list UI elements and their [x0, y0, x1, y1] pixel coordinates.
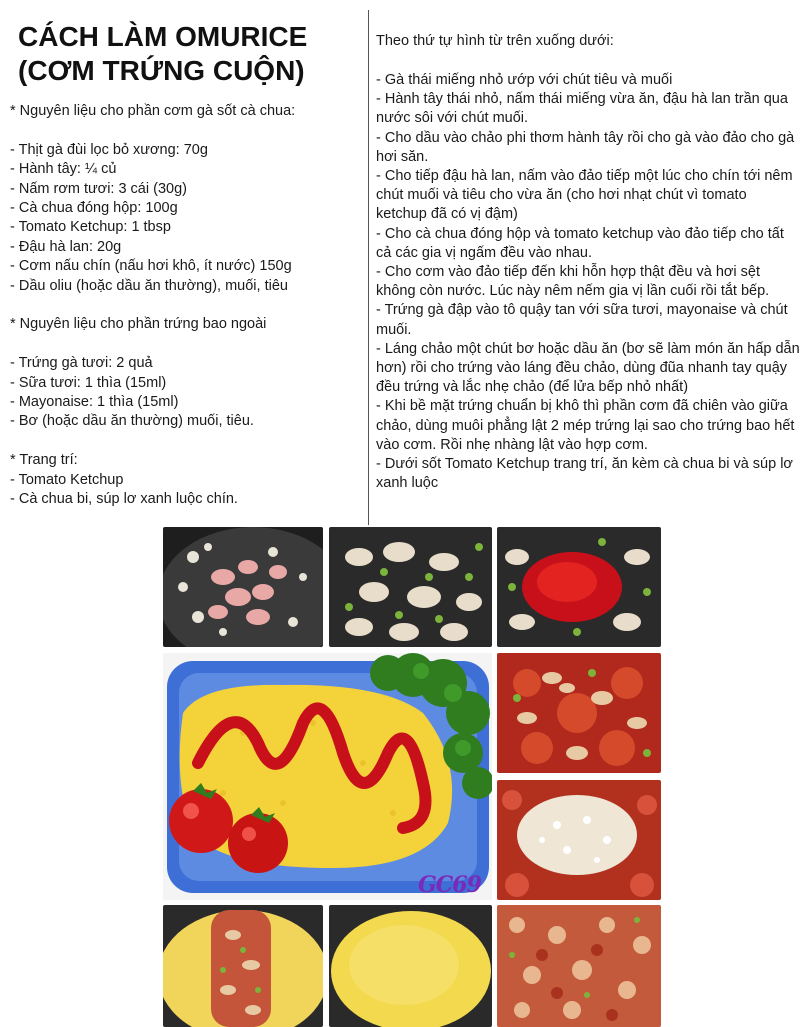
ingredient-line: - Mayonaise: 1 thìa (15ml) [10, 394, 179, 411]
step-line: - Dưới sốt Tomato Ketchup trang trí, ăn kèm cà chua bi và súp lơ xanh luộc [376, 456, 793, 492]
ingredient-line: - Thịt gà đùi lọc bỏ xương: 70g [10, 141, 208, 158]
step-line: - Khi bề mặt trứng chuẩn bị khô thì phần cơm đã chiên vào giữa chảo, dùng muôi phẳng lật 2 mép trứng lại sao cho trứng bao hết vào cơm. Rồi nhẹ nhàng lật vào hợp cơm. [376, 398, 795, 453]
step-line: - Cho tiếp đậu hà lan, nấm vào đảo tiếp một lúc cho chín tới nêm chút muối và tiêu cho vừa ăn (cho hơi nhạt chút vì tomato ketchup đã có vị đậm) [376, 167, 793, 223]
photo-egg-in-pan [329, 905, 492, 1027]
ingredient-line: - Sữa tươi: 1 thìa (15ml) [10, 374, 167, 391]
ingredient-line: * Nguyên liệu cho phần trứng bao ngoài [10, 316, 267, 333]
ingredient-line: - Cà chua bi, súp lơ xanh luộc chín. [10, 491, 238, 508]
step-line: - Cho dầu vào chảo phi thơm hành tây rồi cho gà vào đảo cho gà hơi săn. [376, 129, 795, 165]
ingredients-column [10, 20, 360, 509]
ingredient-line: - Hành tây: ¼ củ [10, 161, 117, 178]
recipe-title [18, 20, 360, 88]
photo-tomato-mushroom-mix [497, 653, 661, 773]
ingredient-line [10, 335, 360, 354]
ingredient-line: - Đậu hà lan: 20g [10, 238, 122, 255]
photo-omurice-bento [163, 653, 492, 900]
ingredient-line: - Tomato Ketchup [10, 471, 124, 488]
ingredients-list [10, 102, 360, 509]
ingredient-line: - Trứng gà tươi: 2 quả [10, 355, 153, 372]
step-line: - Láng chảo một chút bơ hoặc dầu ăn (bơ sẽ làm món ăn hấp dẫn hơn) rồi cho trứng vào láng đều chảo, dùng đũa nhanh tay quậy đều trứng và lắc nhẹ chảo (để lửa bếp nhỏ nhất) [376, 340, 800, 396]
steps-column [376, 32, 800, 525]
title-line-1: CÁCH LÀM OMURICE [18, 21, 308, 52]
ingredient-line: * Nguyên liệu cho phần cơm gà sốt cà chua: [10, 103, 296, 119]
step-line: - Cho cơm vào đảo tiếp đến khi hỗn hợp thật đều và hơi sệt không còn nước. Lúc này nêm nếm gia vị lần cuối rồi tắt bếp. [376, 264, 770, 300]
step-line [376, 51, 800, 70]
ingredient-line: - Bơ (hoặc dầu ăn thường) muối, tiêu. [10, 413, 254, 430]
ingredient-line [10, 296, 360, 315]
column-divider [368, 10, 369, 525]
photo-chicken-pan [163, 527, 323, 647]
photo-rice-on-egg [163, 905, 323, 1027]
photo-mushrooms-peas [329, 527, 492, 647]
step-line: - Hành tây thái nhỏ, nấm thái miếng vừa ăn, đậu hà lan trần qua nước sôi với chút muối. [376, 91, 788, 127]
ingredient-line: - Nấm rơm tươi: 3 cái (30g) [10, 180, 187, 197]
ingredient-line [10, 121, 360, 140]
ingredient-line: - Cà chua đóng hộp: 100g [10, 200, 178, 217]
step-line: Theo thứ tự hình từ trên xuống dưới: [376, 33, 614, 49]
photo-fried-rice-mix [497, 905, 661, 1027]
ingredient-line: * Trang trí: [10, 452, 78, 469]
step-line: - Cho cà chua đóng hộp và tomato ketchup vào đảo tiếp cho tất cả các gia vị ngấm đều vào nhau. [376, 225, 784, 261]
ingredient-line [10, 432, 360, 451]
photo-rice-added [497, 780, 661, 900]
ingredient-line: - Cơm nấu chín (nấu hơi khô, ít nước) 150g [10, 258, 292, 275]
photo-tomato-sauce-pan [497, 527, 661, 647]
title-line-2: (CƠM TRỨNG CUỘN) [18, 55, 305, 86]
step-line: - Trứng gà đập vào tô quậy tan với sữa tươi, mayonaise và chút muối. [376, 302, 788, 338]
ingredient-line: - Dầu oliu (hoặc dầu ăn thường), muối, tiêu [10, 277, 288, 294]
watermark-logo: GC69 [418, 872, 481, 898]
steps-list [376, 32, 800, 493]
ingredient-line: - Tomato Ketchup: 1 tbsp [10, 219, 171, 236]
step-line: - Gà thái miếng nhỏ ướp với chút tiêu và muối [376, 71, 673, 88]
